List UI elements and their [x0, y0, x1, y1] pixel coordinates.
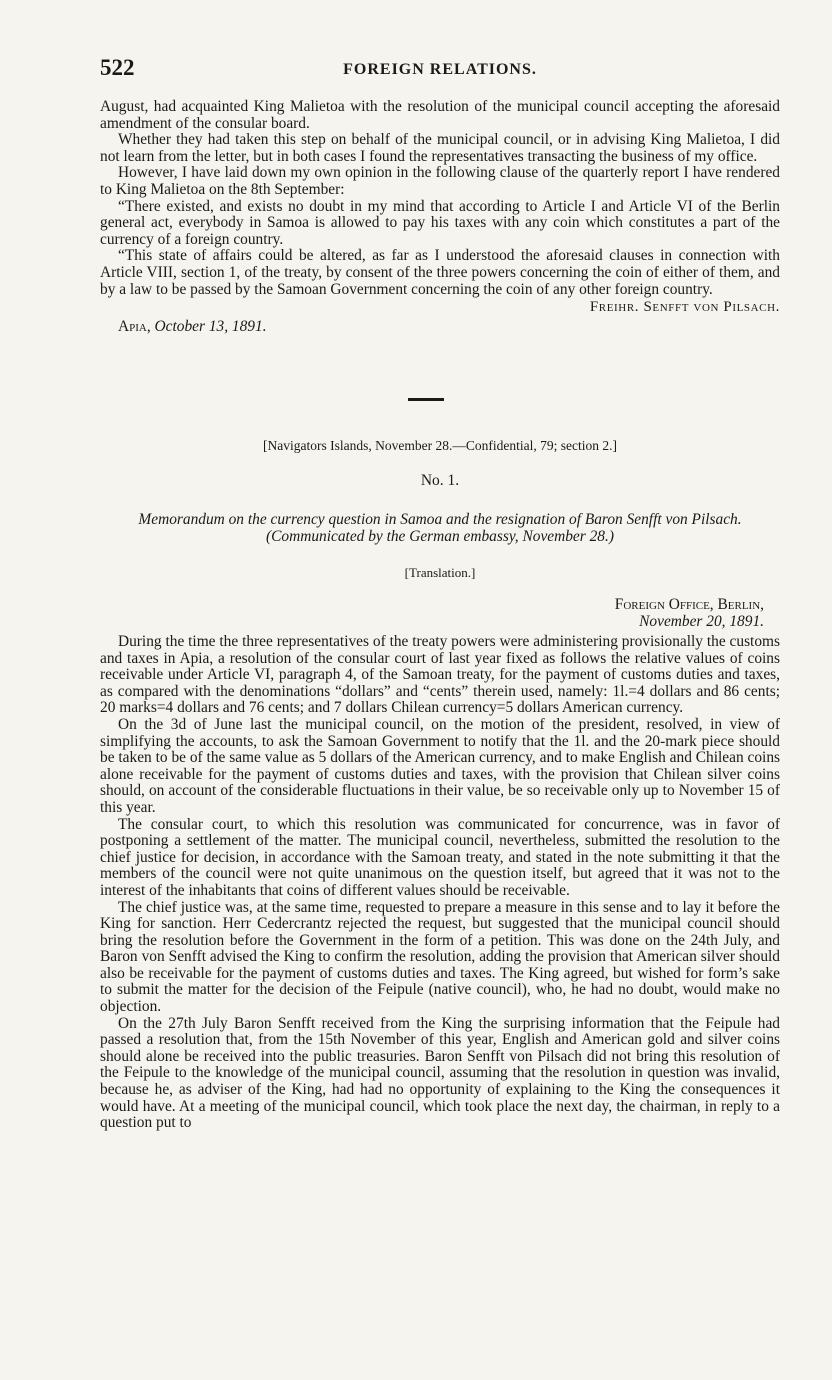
office-name: Foreign Office, Berlin, — [614, 596, 764, 613]
dateline-date: October 13, 1891. — [154, 318, 267, 336]
running-head: FOREIGN RELATIONS. — [343, 61, 537, 78]
signature: Freihr. Senfft von Pilsach. — [589, 299, 780, 316]
memo-paragraph: The consular court, to which this resolution was communicated for concurrence, was in favor of postponing a settlement of the matter. The municipal council, nevertheless, submitted the resolution to the chief justice for decision, in accordance with the Samoan treaty, and stated in the note submitting it that the members of the council were not quite unanimous on the question itself, but agreed that it was not to the interest of the inhabitants that coins of different values should be receivable. — [100, 815, 780, 899]
dateline-place: Apia, — [118, 318, 151, 336]
letter-paragraph: Whether they had taken this step on behalf of the municipal council, or in advising King Malietoa, I did not learn from the letter, but in both cases I found the representatives transacting the business of my office. — [100, 131, 780, 165]
office-date: November 20, 1891. — [639, 612, 764, 630]
quoted-paragraph: “This state of affairs could be altered, as far as I understood the aforesaid clauses in connection with Article VIII, section 1, of the treaty, by consent of the three powers concerning the coin of either of them, and by a law to be passed by the Samoan Government concerning the coin of any other foreign country. — [100, 247, 780, 298]
memorandum-title: Memorandum on the currency question in Samoa and the resignation of Baron Senfft von Pilsach. (Communicated by the German embassy, November 28.) — [138, 511, 742, 545]
dateline — [118, 318, 780, 335]
section-divider — [408, 398, 444, 401]
office-heading — [100, 597, 764, 630]
translation-note: [Translation.] — [404, 565, 476, 580]
page-header — [100, 55, 780, 83]
memo-paragraph: On the 3d of June last the municipal council, on the motion of the president, resolved, in view of simplifying the accounts, to ask the Samoan Government to notify that the 1l. and the 20-mark piece should be taken to be of the same value as 5 dollars of the American currency, and to make English and Chilean coins alone receivable for the payment of customs duties and taxes, with the provision that Chilean silver coins should, on account of the considerable fluctuations in their value, be so receivable only up to November 15 of this year. — [100, 715, 780, 816]
document-number: No. 1. — [420, 472, 460, 489]
page-number: 522 — [100, 55, 135, 80]
quoted-paragraph: “There existed, and exists no doubt in my mind that according to Article I and Article VI of the Berlin general act, everybody in Samoa is allowed to pay his taxes with any coin which constitutes a part of the currency of a foreign country. — [100, 197, 780, 248]
memo-paragraph: On the 27th July Baron Senfft received from the King the surprising information that the Feipule had passed a resolution that, from the 15th November of this year, English and American gold and silver coins should alone be received into the public treasuries. Baron Senfft von Pilsach did not bring this resolution of the Feipule to the knowledge of the municipal council, assuming that the resolution in question was invalid, because he, as adviser of the King, had had no opportunity of explaining to the King the consequences it would have. At a meeting of the municipal council, which took place the next day, the chairman, in reply to a question put to — [100, 1014, 780, 1132]
letter-paragraph: August, had acquainted King Malietoa with the resolution of the municipal council accepting the aforesaid amendment of the consular board. — [100, 98, 780, 132]
letter-continuation — [100, 99, 780, 335]
memo-paragraph: The chief justice was, at the same time, requested to prepare a measure in this sense and to lay it before the King for sanction. Herr Cedercrantz rejected the request, but suggested that the municipal council should bring the resolution before the Government in the form of a petition. This was done on the 24th July, and Baron von Senfft advised the King to confirm the resolution, adding the provision that American silver should also be receivable for the payment of customs duties and taxes. The King agreed, but wished for form’s sake to submit the matter for the decision of the Feipule (native council), who, he had no doubt, would make no objection. — [100, 898, 780, 1016]
source-note: [Navigators Islands, November 28.—Confidential, 79; section 2.] — [263, 438, 617, 453]
memorandum-body — [100, 634, 780, 1132]
memo-paragraph: During the time the three representatives of the treaty powers were administering provisionally the customs and taxes in Apia, a resolution of the consular court of last year fixed as follows the relative values of coins receivable under Article VI, paragraph 4, of the Samoan treaty, for the payment of customs duties and taxes, as compared with the denominations “dollars” and “cents” therein used, namely: 1l.=4 dollars and 86 cents; 20 marks=4 dollars and 76 cents; and 7 dollars Chilean currency=5 dollars American currency. — [100, 633, 780, 717]
letter-paragraph: However, I have laid down my own opinion in the following clause of the quarterly report I have rendered to King Malietoa on the 8th September: — [100, 164, 780, 198]
